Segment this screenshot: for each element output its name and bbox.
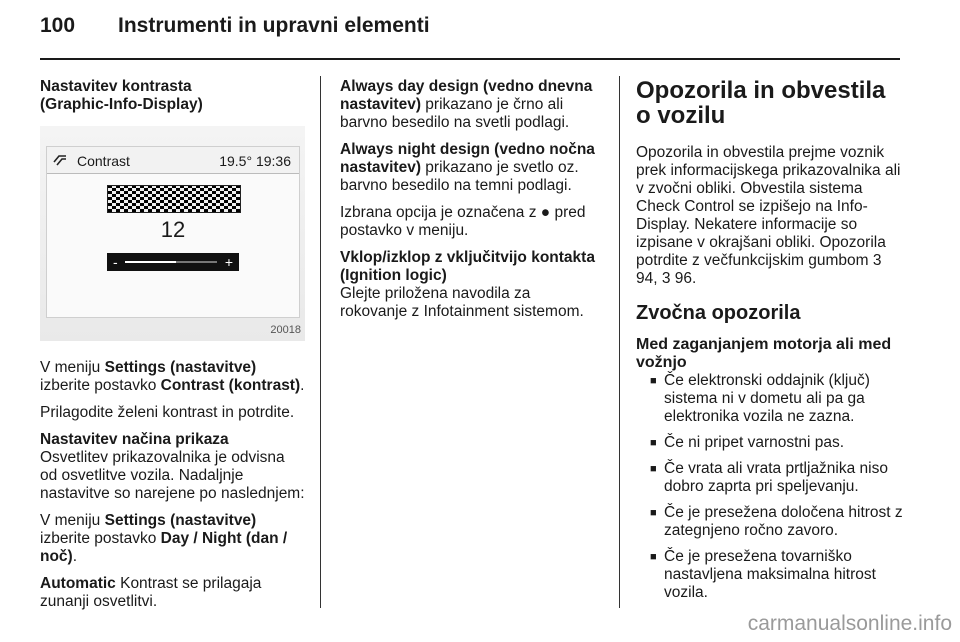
ignition-text: Glejte priložena navodila za rokovanje z Infotainment sistemom.: [340, 285, 584, 320]
page-reference[interactable]: 3 94: [636, 252, 882, 287]
contrast-value: 12: [160, 217, 186, 242]
ignition-heading: Vklop/izklop z vključitvijo kontakta (Ignition logic): [340, 249, 595, 284]
sound-warnings-heading: Zvočna opozorila: [636, 302, 801, 324]
settings-icon: [53, 152, 67, 166]
screen-title-bar: [47, 147, 299, 174]
automatic-option: Automatic Kontrast se prilagaja zunanji osvetlitvi.: [40, 575, 262, 610]
contrast-display-figure: [40, 126, 305, 341]
list-item: ■ Če elektronski oddajnik (ključ) sistema ni v dometu ali pa ga elektronika vozila ne zazna.: [650, 372, 904, 426]
contrast-instruction: V meniju Settings (nastavitve) izberite postavko Contrast (kontrast).: [40, 359, 305, 394]
figure-number: 20018: [270, 324, 301, 336]
column-middle: [340, 78, 600, 330]
slider-minus-icon: -: [113, 254, 118, 270]
slider-track: [125, 261, 217, 263]
column-divider: [320, 76, 321, 608]
contrast-confirm: Prilagodite želeni kontrast in potrdite.: [40, 404, 295, 421]
contrast-heading: Nastavitev kontrasta (Graphic-Info-Display): [40, 78, 203, 113]
mode-text: Osvetlitev prikazovalnika je odvisna od osvetlitve vozila. Nadaljnje nastavitve so narejene po naslednjem:: [40, 449, 305, 502]
list-item: ■ Če je presežena določena hitrost z zategnjeno ročno zavoro.: [650, 504, 904, 540]
day-design-option: Always day design (vedno dnevna nastavitev) prikazano je črno ali barvno besedilo na svetli podlagi.: [340, 78, 593, 131]
info-display-screen: [46, 146, 300, 318]
mode-heading: Nastavitev načina prikaza: [40, 431, 229, 448]
selected-option-note: Izbrana opcija je označena z ● pred postavko v meniju.: [340, 204, 586, 239]
slider-plus-icon: +: [224, 254, 233, 270]
driving-subheading: Med zaganjanjem motorja ali med vožnjo: [636, 336, 892, 371]
selected-dot-icon: ●: [540, 204, 551, 221]
section-title: Opozorila in obvestila o vozilu: [636, 77, 886, 129]
list-item: ■ Če je presežena tovarniško nastavljena maksimalna hitrost vozila.: [650, 548, 904, 602]
contrast-test-pattern: [107, 185, 241, 213]
list-item: ■ Če ni pripet varnostni pas.: [650, 434, 904, 452]
contrast-slider[interactable]: [107, 253, 239, 271]
mode-instruction: V meniju Settings (nastavitve) izberite postavko Day / Night (dan / noč).: [40, 512, 288, 565]
screen-temp-time: 19.5° 19:36: [219, 153, 291, 169]
page-reference[interactable]: 3 96: [661, 270, 693, 287]
column-divider: [619, 76, 620, 608]
night-design-option: Always night design (vedno nočna nastavitev) prikazano je svetlo oz. barvno besedilo na temni podlagi.: [340, 141, 595, 194]
column-right: [636, 78, 904, 610]
header-rule: [40, 58, 900, 60]
page-header: [40, 14, 900, 46]
watermark: carmanualsonline.info: [747, 612, 952, 635]
screen-title: Contrast: [77, 153, 130, 169]
list-item: ■ Če vrata ali vrata prtljažnika niso dobro zaprta pri speljevanju.: [650, 460, 904, 496]
page-number: 100: [40, 14, 76, 37]
column-left: [40, 78, 305, 620]
warnings-list: [636, 372, 904, 602]
chapter-title: Instrumenti in upravni elementi: [118, 14, 430, 37]
warnings-intro: Opozorila in obvestila prejme voznik prek informacijskega prikazovalnika ali v zvočni obliki. Obvestila sistema Check Control se izpišejo na Info-Display. Nekatere informacije so izpisane v okrajšani obliki. Opozorila potrdite z večfunkcijskim gumbom 3 94, 3 96.: [636, 144, 901, 287]
slider-fill: [125, 261, 176, 263]
